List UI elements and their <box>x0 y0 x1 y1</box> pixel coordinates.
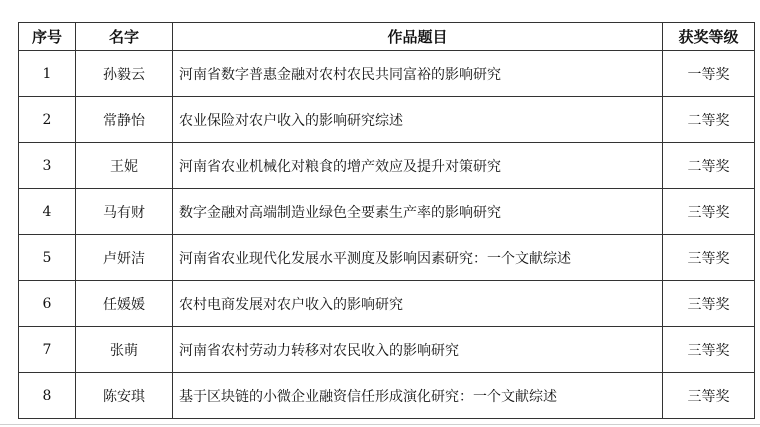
row-name: 张萌 <box>76 327 173 373</box>
row-index: 2 <box>19 97 76 143</box>
row-award: 三等奖 <box>663 327 755 373</box>
header-title: 作品题目 <box>173 23 663 51</box>
row-name: 任媛媛 <box>76 281 173 327</box>
header-index: 序号 <box>19 23 76 51</box>
row-title: 数字金融对高端制造业绿色全要素生产率的影响研究 <box>173 189 663 235</box>
row-index: 6 <box>19 281 76 327</box>
row-name: 王妮 <box>76 143 173 189</box>
table-row <box>19 189 755 235</box>
award-table-container <box>18 22 754 420</box>
row-award: 三等奖 <box>663 189 755 235</box>
row-name: 陈安琪 <box>76 373 173 419</box>
row-award: 二等奖 <box>663 97 755 143</box>
row-index: 1 <box>19 51 76 97</box>
row-name: 常静怡 <box>76 97 173 143</box>
row-title: 河南省农村劳动力转移对农民收入的影响研究 <box>173 327 663 373</box>
header-name: 名字 <box>76 23 173 51</box>
row-index: 8 <box>19 373 76 419</box>
row-index: 5 <box>19 235 76 281</box>
award-table <box>18 22 755 419</box>
row-title: 基于区块链的小微企业融资信任形成演化研究：一个文献综述 <box>173 373 663 419</box>
table-row <box>19 327 755 373</box>
row-title: 农业保险对农户收入的影响研究综述 <box>173 97 663 143</box>
table-row <box>19 51 755 97</box>
row-title: 河南省农业现代化发展水平测度及影响因素研究：一个文献综述 <box>173 235 663 281</box>
row-award: 二等奖 <box>663 143 755 189</box>
row-name: 马有财 <box>76 189 173 235</box>
row-index: 7 <box>19 327 76 373</box>
row-award: 一等奖 <box>663 51 755 97</box>
table-row <box>19 235 755 281</box>
row-award: 三等奖 <box>663 235 755 281</box>
row-title: 河南省数字普惠金融对农村农民共同富裕的影响研究 <box>173 51 663 97</box>
row-title: 农村电商发展对农户收入的影响研究 <box>173 281 663 327</box>
row-name: 卢妍洁 <box>76 235 173 281</box>
table-row <box>19 97 755 143</box>
table-row <box>19 143 755 189</box>
header-row <box>19 23 755 51</box>
table-row <box>19 281 755 327</box>
row-title: 河南省农业机械化对粮食的增产效应及提升对策研究 <box>173 143 663 189</box>
row-index: 3 <box>19 143 76 189</box>
row-award: 三等奖 <box>663 373 755 419</box>
table-row <box>19 373 755 419</box>
header-award: 获奖等级 <box>663 23 755 51</box>
row-index: 4 <box>19 189 76 235</box>
row-award: 三等奖 <box>663 281 755 327</box>
page-divider <box>0 424 760 425</box>
row-name: 孙毅云 <box>76 51 173 97</box>
